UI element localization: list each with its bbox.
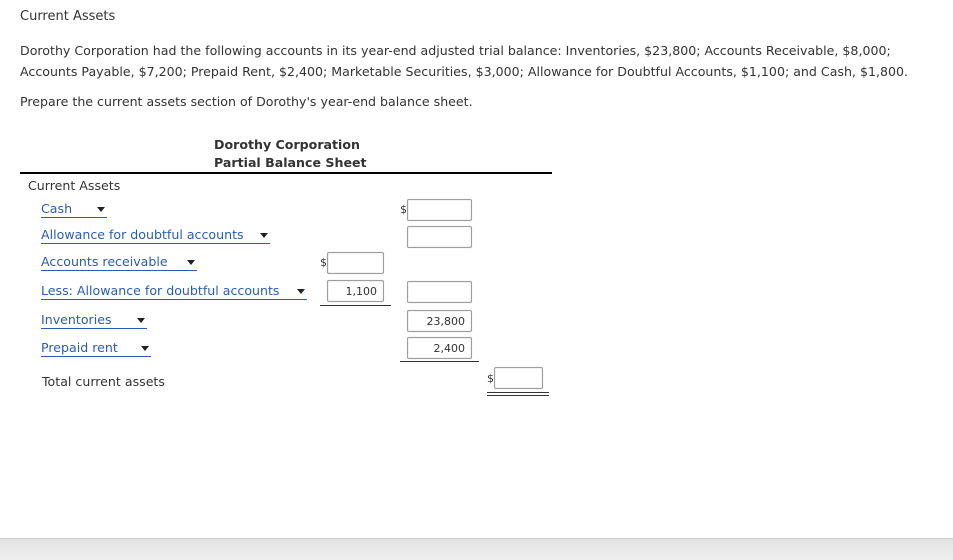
subtotal-rule — [320, 305, 391, 306]
account-select-label: Allowance for doubtful accounts — [41, 227, 244, 242]
current-assets-label: Current Assets — [28, 178, 121, 193]
prepaid-rent-amount-input[interactable]: 2,400 — [407, 337, 472, 359]
dropdown-arrow-icon — [297, 289, 305, 294]
dropdown-arrow-icon — [97, 207, 105, 212]
dropdown-arrow-icon — [187, 260, 195, 265]
total-double-rule-top — [487, 392, 549, 393]
dropdown-arrow-icon — [141, 346, 149, 351]
account-select-label: Prepaid rent — [41, 340, 118, 355]
total-current-assets-label: Total current assets — [42, 374, 165, 389]
net-receivable-amount-input[interactable] — [407, 281, 472, 303]
account-select-label: Less: Allowance for doubtful accounts — [41, 283, 280, 298]
account-select-label: Accounts receivable — [41, 254, 168, 269]
account-select-less-allowance[interactable] — [41, 283, 307, 300]
company-name: Dorothy Corporation — [214, 137, 360, 152]
section-title: Current Assets — [20, 9, 116, 24]
cash-amount-input[interactable] — [407, 199, 472, 221]
account-select-cash[interactable] — [41, 201, 107, 218]
total-double-rule-bottom — [487, 395, 549, 396]
dollar-sign: $ — [487, 372, 494, 385]
account-select-label: Inventories — [41, 312, 112, 327]
dropdown-arrow-icon — [137, 318, 145, 323]
account-select-allowance[interactable] — [41, 227, 270, 244]
instruction-text: Prepare the current assets section of Dorothy's year-end balance sheet. — [20, 94, 473, 109]
allowance-amount-input[interactable] — [407, 226, 472, 248]
column-total-rule — [400, 361, 479, 362]
inventories-amount-input[interactable]: 23,800 — [407, 310, 472, 332]
less-allowance-amount-input[interactable]: 1,100 — [327, 280, 384, 302]
account-select-prepaid-rent[interactable] — [41, 340, 151, 357]
bottom-scroll-bar — [0, 538, 953, 560]
account-select-inventories[interactable] — [41, 312, 147, 329]
account-select-label: Cash — [41, 201, 73, 216]
problem-text: Dorothy Corporation had the following accounts in its year-end adjusted trial balance: Inventories, $23,800; Accounts Receivable, $8,000; Accounts Payable, $7,200; Prepaid Rent, $2,400; Marketable Securities, $3,000; Allowance for Doubtful Accounts, $1,100; and Cash, $1,800. — [20, 43, 909, 79]
dollar-sign: $ — [320, 256, 327, 269]
dollar-sign: $ — [400, 203, 407, 216]
header-rule — [20, 172, 552, 174]
account-select-receivable[interactable] — [41, 254, 197, 271]
receivable-amount-input[interactable] — [327, 252, 384, 274]
sheet-title: Partial Balance Sheet — [214, 155, 367, 170]
total-current-assets-input[interactable] — [494, 367, 543, 389]
dropdown-arrow-icon — [260, 233, 268, 238]
